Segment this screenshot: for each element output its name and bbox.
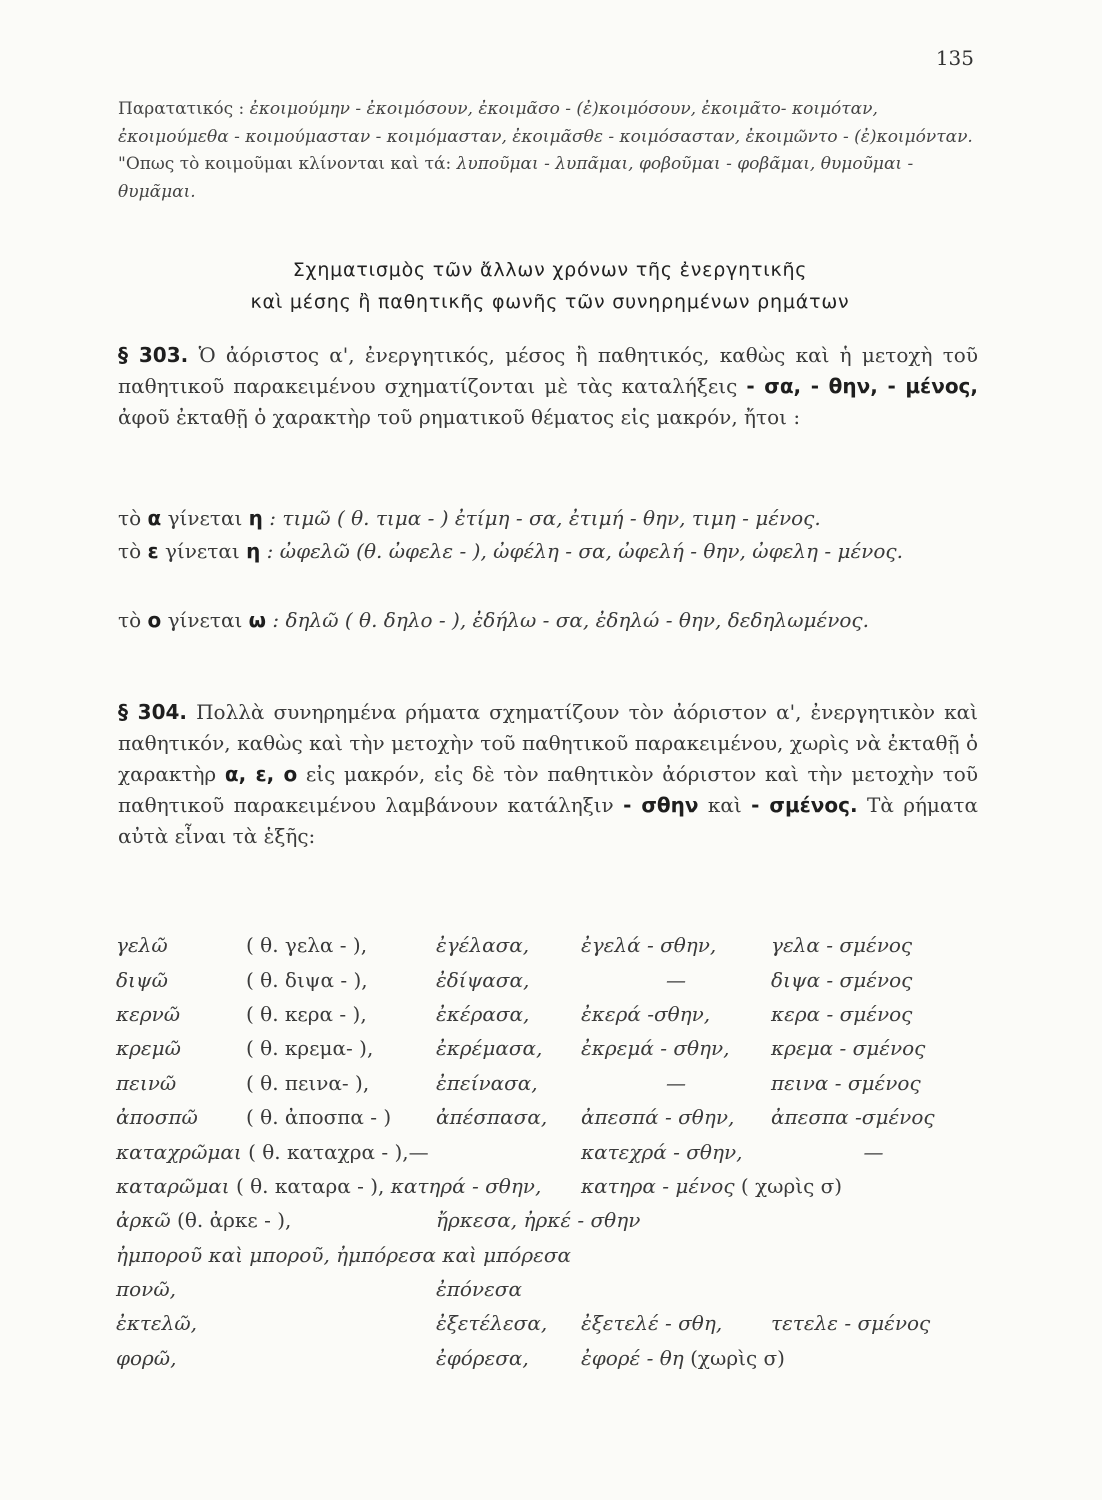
p304-characters: α, ε, ο [224,762,298,786]
intro-label: Παρατατικός : [118,99,245,119]
aorist-cell: ἐπείνασα, [436,1070,538,1095]
verb-cell: φορῶ, [116,1345,177,1370]
heading-line-2: καὶ μέσης ἢ παθητικῆς φωνῆς τῶν συνηρημένων ρημάτων [250,291,850,313]
table-row [116,1169,976,1203]
section-heading [150,254,950,318]
verb-text: καταρῶμαι [116,1173,230,1198]
intro-text-1: ἐκοιμούμην - ἐκοιμόσουν, ἐκοιμᾶσο - (ἐ)κοιμόσουν, ἐκοιμᾶτο- κοιμόταν, ἐκοιμούμεθα - κοιμούμασταν - κοιμόμασταν, ἐκοιμᾶσθε - κοιμόσασταν, ἐκοιμῶντο - (ἐ)κοιμόνταν. [118,99,973,147]
section-number-304: § 304. [118,700,188,724]
p303-text-2: ἀφοῦ ἐκταθῇ ὁ χαρακτὴρ τοῦ ρηματικοῦ θέματος εἰς μακρόν, ἤτοι : [118,405,801,429]
example-letter: ο [147,608,162,632]
table-row [116,1306,976,1340]
verb-cell: κερνῶ [116,1001,181,1026]
example-line [118,605,978,636]
p304-and: καὶ [698,793,752,817]
page-number: 135 [935,46,974,70]
theme-cell [246,1341,436,1375]
theme-cell [246,1272,436,1306]
verb-cell [116,1238,976,1272]
table-row [116,1134,976,1168]
p303-endings: - σα, - θην, - μένος, [746,374,979,398]
table-row [116,1272,976,1306]
example-rest: : δηλῶ ( θ. δηλο - ), ἐδήλω - σα, ἐδηλώ - θην, δεδηλωμένος. [266,608,869,632]
example-target: η [246,539,261,563]
verb-cell: διψῶ [116,967,168,992]
p304-ending-2: - σμένος. [751,793,858,817]
verb-cell: ἀποσπῶ [116,1105,198,1130]
p304-ending-1: - σθην [623,793,699,817]
table-row [116,1031,976,1065]
p303-text-1: Ὁ ἀόριστος α', ἐνεργητικός, μέσος ἢ παθητικός, καθὼς καὶ ἡ μετοχὴ τοῦ παθητικοῦ παρακειμένου σχηματίζονται μὲ τὰς καταλήξεις [118,343,979,398]
aorist-cell: ἐγέλασα, [436,933,530,958]
example-mid: γίνεται [158,539,247,563]
aorist-cell: ἐκρέμασα, [436,1036,543,1061]
aorist-cell: ἐκέρασα, [436,1001,530,1026]
p304-text-1: Πολλὰ συνηρημένα ρήματα σχηματίζουν τὸν ἀόριστον α', ἐνεργητικὸν καὶ παθητικόν, καθὼς καὶ τὴν μετοχὴν τοῦ παθητικοῦ παρακειμένου, χωρὶς νὰ ἐκταθῇ ὁ χαρακτὴρ [118,700,978,786]
verb-cell: ἐκτελῶ, [116,1311,197,1336]
example-letter: α [147,506,162,530]
example-prefix: τὸ [118,539,148,563]
participle-cell: πεινα - σμένος [771,1070,921,1095]
participle-cell: κρεμα - σμένος [771,1036,926,1061]
verb-cell: κρεμῶ [116,1036,181,1061]
verb-cell: γελῶ [116,933,168,958]
section-number-303: § 303. [118,343,189,367]
theme-cell: ( θ. ἀποσπα - ) [246,1105,392,1130]
passive-cell: ἐκερά -σθην, [581,1001,711,1026]
passive-text: ἠρκέ - σθην [523,1208,641,1233]
verb-cell [116,1169,581,1203]
example-rest: : ὠφελῶ (θ. ὠφελε - ), ὠφέλη - σα, ὠφελή - θην, ὠφελη - μένος. [260,539,903,563]
intro-text-2: "Οπως τὸ κοιμοῦμαι κλίνονται καὶ τά: [118,154,452,174]
theme-text: (θ. ἀρκε - ), [177,1208,292,1233]
verb-table [116,928,976,1375]
table-row [116,1203,976,1237]
aorist-cell: ἐξετέλεσα, [436,1311,548,1336]
note-text: ( χωρὶς σ) [740,1173,843,1198]
theme-cell: ( θ. πεινα- ), [246,1070,370,1095]
verb-cell: πεινῶ [116,1070,177,1095]
participle-cell: ἀπεσπα -σμένος [771,1105,935,1130]
theme-text: ( θ. καταρα - ), [235,1173,385,1198]
paragraph-304 [118,697,978,852]
paragraph-303 [118,340,978,433]
example-letter: ε [147,539,159,563]
example-prefix: τὸ [118,506,148,530]
verb-text: καταχρῶμαι [116,1139,242,1164]
passive-cell: ἐκρεμά - σθην, [581,1036,730,1061]
passive-cell: ἐγελά - σθην, [581,933,717,958]
passive-cell [581,1341,976,1375]
heading-line-1: Σχηματισμὸς τῶν ἄλλων χρόνων τῆς ἐνεργητικῆς [292,259,808,281]
intro-text-3: λυποῦμαι - λυπᾶμαι, φοβοῦμαι - φοβᾶμαι, θυμοῦμαι - θυμᾶμαι. [118,154,914,202]
theme-cell [246,1306,436,1340]
verb-text: ἠμποροῦ καὶ μποροῦ, [116,1242,330,1267]
example-rest: : τιμῶ ( θ. τιμα - ) ἐτίμη - σα, ἐτιμή - θην, τιμη - μένος. [262,506,821,530]
participle-cell: — [863,1139,884,1164]
theme-cell: ( θ. γελα - ), [246,933,368,958]
theme-cell: ( θ. κερα - ), [246,1001,367,1026]
example-line [118,503,978,534]
table-row [116,1341,976,1375]
theme-text: ( θ. καταχρα - ),— [248,1139,429,1164]
passive-text: κατηρά - σθην, [390,1173,542,1198]
p304-text-3: Τὰ ρήματα αὐτὰ εἶναι τὰ ἑξῆς: [118,793,979,848]
participle-cell: γελα - σμένος [771,933,913,958]
table-row [116,1066,976,1100]
table-row [116,997,976,1031]
passive-cell: ἐξετελέ - σθη, [581,1311,723,1336]
participle-cell: κερα - σμένος [771,1001,913,1026]
aorist-cell [436,1134,581,1168]
aorist-text: ἤρκεσα, [436,1208,518,1233]
aorist-cell: ἀπέσπασα, [436,1105,548,1130]
table-row [116,1238,976,1272]
verb-cell [116,1203,436,1237]
example-target: η [248,506,263,530]
participle-text: κατηρα - μένος [581,1173,735,1198]
aorist-cell: ἐδίψασα, [436,967,530,992]
table-row [116,962,976,996]
p304-text-2: εἰς μακρόν, εἰς δὲ τὸν παθητικὸν ἀόριστον καὶ τὴν μετοχὴν τοῦ παθητικοῦ παρακειμένου λαμβάνουν κατάληξιν [118,762,978,817]
example-mid: γίνεται [161,506,249,530]
table-row [116,928,976,962]
table-row [116,1100,976,1134]
theme-cell: ( θ. διψα - ), [246,967,368,992]
participle-cell: διψα - σμένος [771,967,913,992]
verb-cell: πονῶ, [116,1277,177,1302]
passive-cell: — [666,967,686,992]
passive-cell: κατεχρά - σθην, [581,1139,743,1164]
passive-text: ἐφορέ - θη [581,1345,684,1370]
aorist-text: ἠμπόρεσα καὶ μπόρεσα [336,1242,571,1267]
note-text: (χωρὶς σ) [690,1345,785,1370]
passive-cell: ἀπεσπά - σθην, [581,1105,735,1130]
example-line [118,536,978,567]
theme-cell: ( θ. κρεμα- ), [246,1036,374,1061]
participle-cell [581,1169,976,1203]
passive-cell: — [666,1070,686,1095]
aorist-cell: ἐφόρεσα, [436,1345,529,1370]
participle-cell: τετελε - σμένος [771,1311,931,1336]
verb-text: ἀρκῶ [116,1208,171,1233]
verb-cell [116,1134,436,1168]
intro-paragraph [118,96,978,206]
aorist-cell: ἐπόνεσα [436,1277,522,1302]
aorist-cell [436,1203,976,1237]
example-target: ω [248,608,267,632]
example-prefix: τὸ [118,608,148,632]
example-mid: γίνεται [161,608,249,632]
